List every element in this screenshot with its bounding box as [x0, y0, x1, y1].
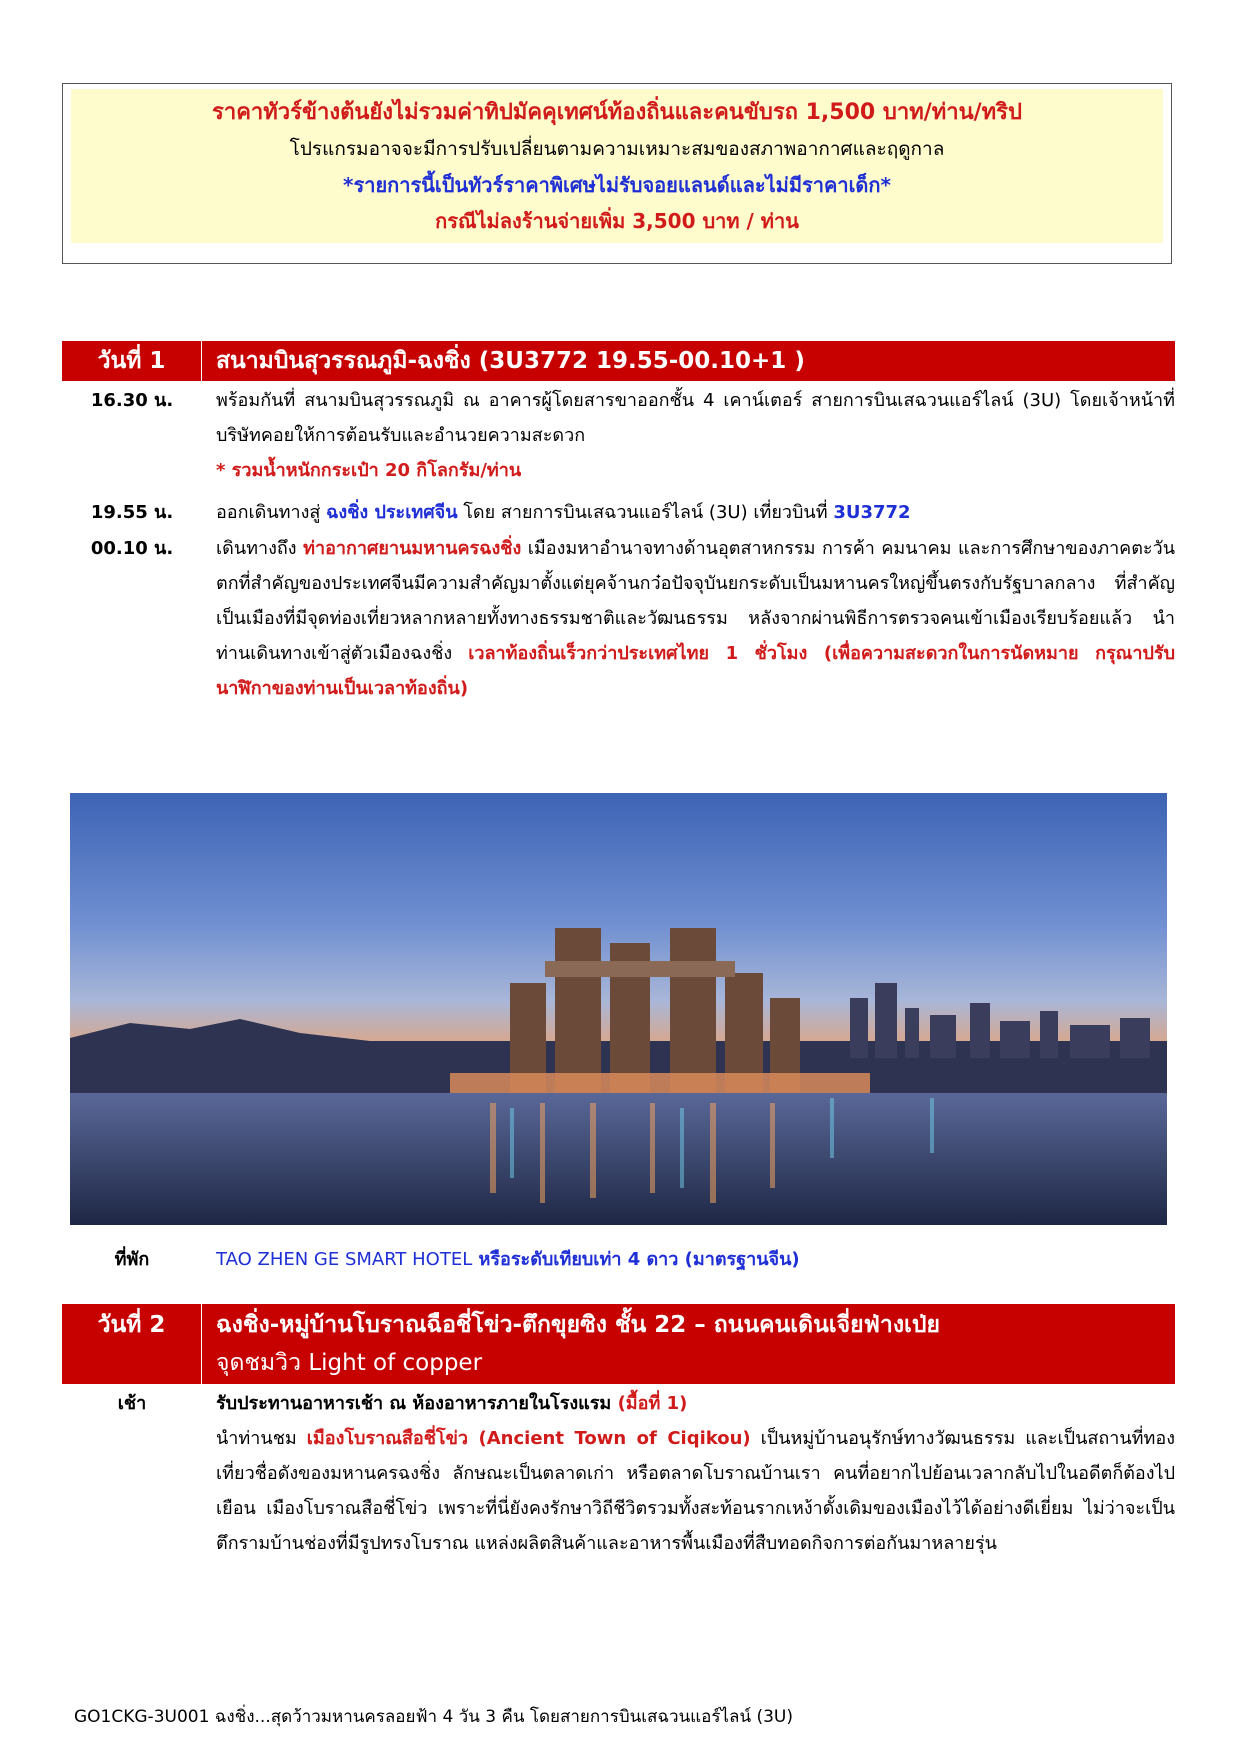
day2-title-line1: ฉงชิ่ง-หมู่บ้านโบราณฉือชี่โข่ว-ตึกขุยซิง ชั้น 22 – ถนนคนเดินเจี่ยฟ่างเป่ย	[216, 1312, 940, 1338]
row-description	[202, 531, 1175, 706]
day2-row-morning	[62, 1386, 1175, 1561]
time-label: เช้า	[117, 1393, 147, 1414]
meeting-text: พร้อมกันที่ สนามบินสุวรรณภูมิ ณ อาคารผู้โดยสารขาออกชั้น 4 เคาน์เตอร์ สายการบินเสฉวนแอร์ไลน์ (3U) โดยเจ้าหน้าที่บริษัทคอยให้การต้อนรับและอำนวยความสะดวก	[216, 390, 1175, 446]
ciqikou-description: เป็นหมู่บ้านอนุรักษ์ทางวัฒนธรรม และเป็นสถานที่ทองเที่ยวชื่อดังของมหานครฉงชิ่ง ลักษณะเป็นตลาดเก่า หรือตลาดโบราณบ้านเรา คนที่อยากไปย้อนเวลากลับไปในอดีตก็ต้องไปเยือน เมืองโบราณสือชี่โข่ว เพราะที่นี่ยังคงรักษาวิถีชีวิตรวมทั้งสะท้อนรากเหง้าดั้งเดิมของเมืองไว้ได้อย่างดีเยี่ยม ไม่ว่าจะเป็นตึกรามบ้านช่องที่มีรูปทรงโบราณ แหล่งผลิตสินค้าและอาหารพื้นเมืองที่สืบทอดกิจการต่อกันมาหลายรุ่น	[216, 1428, 1176, 1554]
notice-panel	[71, 89, 1163, 243]
notice-box	[62, 83, 1172, 264]
baggage-note: * รวมน้ำหนักกระเป๋า 20 กิโลกรัม/ท่าน	[216, 460, 522, 481]
flight-number: 3U3772	[833, 502, 911, 523]
notice-tip-line: ราคาทัวร์ข้างต้นยังไม่รวมค่าทิปมัคคุเทศน์ท้องถิ่นและคนขับรถ 1,500 บาท/ท่าน/ทริป	[212, 100, 1022, 125]
departure-text: ออกเดินทางสู่	[216, 502, 327, 523]
airline-text: โดย สายการบินเสฉวนแอร์ไลน์ (3U) เที่ยวบินที่	[457, 502, 834, 523]
notice-shop-line: กรณีไม่ลงร้านจ่ายเพิ่ม 3,500 บาท / ท่าน	[435, 209, 799, 233]
day2-title-line2: จุดชมวิว Light of copper	[216, 1350, 483, 1376]
hotel-name: TAO ZHEN GE SMART HOTEL	[216, 1249, 473, 1270]
day2-header	[62, 1304, 1175, 1384]
page-footer: GO1CKG-3U001 ฉงชิ่ง...สุดว้าวมหานครลอยฟ้า 4 วัน 3 คืน โดยสายการบินเสฉวนแอร์ไลน์ (3U)	[74, 1707, 793, 1727]
local-time-note: เวลาท้องถิ่นเร็วกว่าประเทศไทย 1 ชั่วโมง (เพื่อความสะดวกในการนัดหมาย กรุณาปรับนาฬิกาของท่านเป็นเวลาท้องถิ่น)	[216, 643, 1175, 699]
day1-row-1955	[62, 495, 1175, 530]
day2-title	[202, 1304, 1175, 1384]
arrival-text: เดินทางถึง	[216, 538, 304, 559]
row-description	[202, 495, 1175, 530]
destination-city: ฉงชิ่ง ประเทศจีน	[326, 502, 458, 523]
photo-illustration	[70, 793, 1167, 1225]
day1-row-0010	[62, 531, 1175, 706]
breakfast-text: รับประทานอาหารเช้า ณ ห้องอาหารภายในโรงแรม	[216, 1393, 618, 1414]
day1-label: วันที่ 1	[62, 341, 202, 381]
hotel-label: ที่พัก	[114, 1249, 150, 1270]
arrival-airport: ท่าอากาศยานมหานครฉงชิ่ง	[303, 538, 522, 559]
day1-row-1630	[62, 383, 1175, 488]
notice-program-line: โปรแกรมอาจจะมีการปรับเปลี่ยนตามความเหมาะสมของสภาพอากาศและฤดูกาล	[289, 138, 945, 160]
visit-intro: นำท่านชม	[216, 1428, 307, 1449]
notice-special-line: *รายการนี้เป็นทัวร์ราคาพิเศษไม่รับจอยแลนด์และไม่มีราคาเด็ก*	[343, 173, 891, 197]
row-description	[202, 1386, 1175, 1561]
hotel-description	[202, 1242, 1175, 1277]
time-label: 16.30 น.	[90, 390, 174, 411]
city-description: เมืองมหาอำนาจทางด้านอุตสาหกรรม การค้า คมนาคม และการศึกษาของภาคตะวันตกที่สำคัญของประเทศจีนมีความสำคัญมาตั้งแต่ยุคจ้านกว๋อปัจจุบันยกระดับเป็นมหานครใหญ่ขึ้นตรงกับรัฐบาลกลาง ที่สำคัญเป็นเมืองที่มีจุดท่องเที่ยวหลากหลายทั้งทางธรรมชาติและวัฒนธรรม หลังจากผ่านพิธีการตรวจคนเข้าเมืองเรียบร้อยแล้ว นำท่านเดินทางเข้าสู่ตัวเมืองฉงชิ่ง	[216, 538, 1175, 664]
hotel-grade: หรือระดับเทียบเท่า 4 ดาว (มาตรฐานจีน)	[472, 1249, 800, 1270]
ciqikou-name: เมืองโบราณสือชี่โข่ว (Ancient Town of Ciqikou)	[306, 1428, 751, 1449]
day1-title: สนามบินสุวรรณภูมิ-ฉงชิ่ง (3U3772 19.55-00.10+1 )	[216, 348, 805, 374]
chongqing-night-photo	[70, 793, 1167, 1225]
row-description	[202, 383, 1175, 488]
hotel-row	[62, 1242, 1175, 1277]
time-label: 19.55 น.	[90, 502, 174, 523]
day1-header	[62, 341, 1175, 381]
day2-label: วันที่ 2	[62, 1304, 202, 1384]
time-label: 00.10 น.	[90, 538, 174, 559]
meal-count: (มื้อที่ 1)	[617, 1393, 688, 1414]
